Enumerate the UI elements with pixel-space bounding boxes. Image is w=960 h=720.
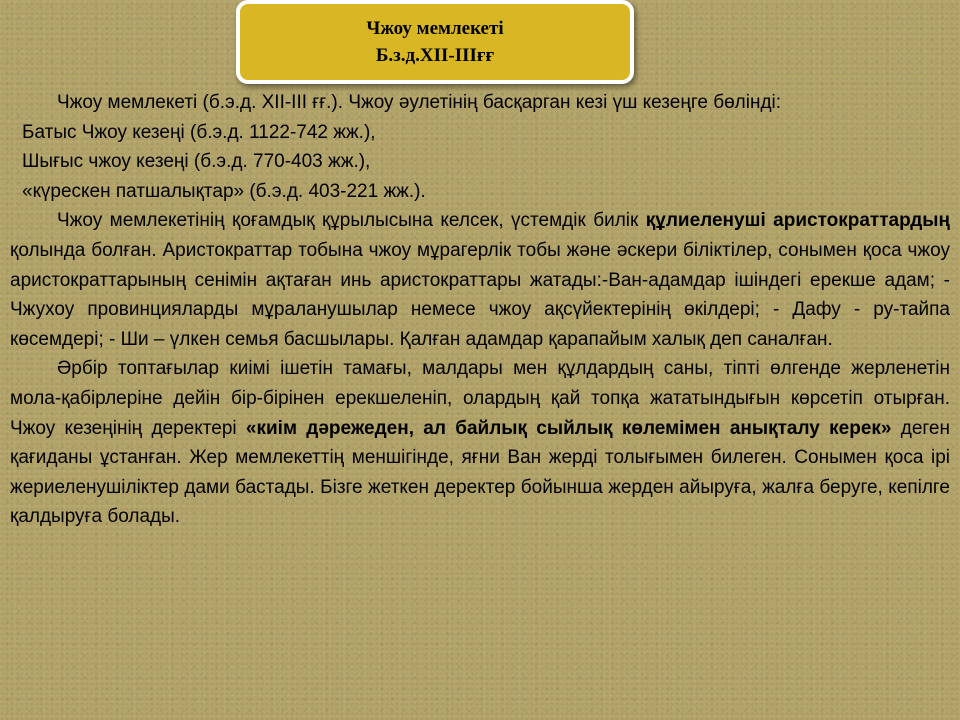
- title-box: [236, 0, 634, 84]
- social-structure-paragraph: [10, 206, 950, 354]
- social-bold-phrase: құлиеленуші аристократтардың: [645, 210, 950, 232]
- period-item-1: Батыс Чжоу кезеңі (б.э.д. 1122-742 жж.),: [22, 121, 376, 143]
- period-item-2: Шығыс чжоу кезеңі (б.э.д. 770-403 жж.),: [22, 151, 371, 173]
- slide-title: Чжоу мемлекеті: [366, 18, 504, 39]
- class-bold-phrase: «киім дәрежеден, ал байлық сыйлық көлемімен анықталу керек»: [245, 417, 892, 439]
- social-text-start: Чжоу мемлекетінің қоғамдық құрылысына келсек, үстемдік билік: [57, 210, 646, 232]
- social-text-end: қолында болған. Аристократтар тобына чжоу мұрагерлік тобы және әскери біліктілер, сонымен қоса чжоу аристократтарының сенімін ақтаған инь аристократтары жатады:-Ван-адамдар ішіндегі ерекше адам; - Чжухоу провинцияларды мұраланушылар немесе чжоу ақсүйектерінің өкілдері; - Дафу - ру-тайпа көсемдері; - Ши – үлкен семья басшылары. Қалған адамдар қарапайым халық деп саналған.: [10, 239, 950, 350]
- class-text-end: деген қағиданы ұстанған. Жер мемлекеттің меншігінде, яғни Ван жерді толығымен билеген. Сонымен қоса ірі жериеленушіліктер дами бастады. Бізге жеткен деректер бойынша жерден айыруға, жалға беруге, кепілге қалдыруға болады.: [10, 417, 950, 528]
- class-text-start: Әрбір топтағылар киімі ішетін тамағы, малдары мен құлдардың саны, тіпті өлгенде жерленетін мола-қабірлеріне дейін бір-бірінен ерекшеленіп, олардың қай топқа жататындығын көрсетіп отырған. Чжоу кезеңінің деректері: [10, 358, 950, 439]
- period-item-3: «күрескен патшалықтар» (б.э.д. 403-221 жж.).: [22, 180, 426, 202]
- slide-body: [10, 88, 950, 532]
- slide-subtitle: Б.з.д.XII-IIIғғ: [375, 45, 495, 66]
- class-distinction-paragraph: [10, 354, 950, 532]
- intro-paragraph: Чжоу мемлекеті (б.э.д. XII-III ғғ.). Чжоу әулетінің басқарган кезі үш кезеңге бөлінді:: [57, 92, 782, 113]
